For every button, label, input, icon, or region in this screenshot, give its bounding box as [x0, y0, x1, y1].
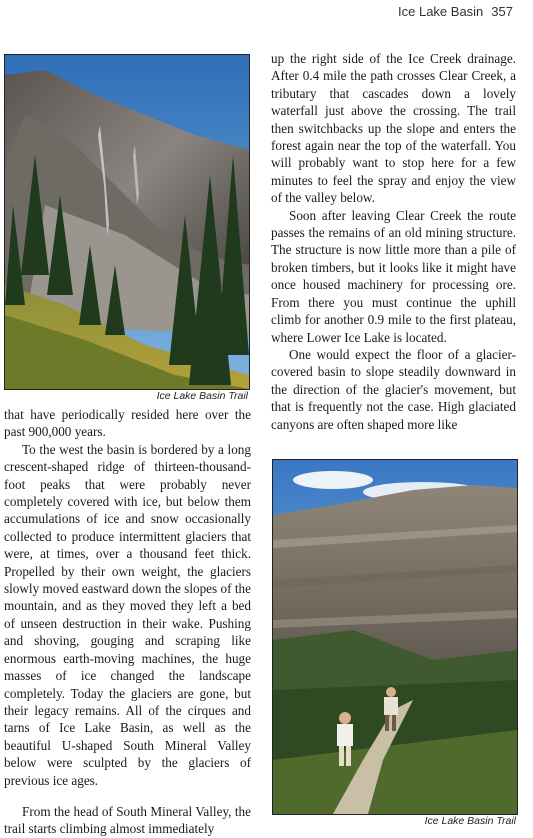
photo-ice-lake-basin-trail-1: [4, 54, 250, 390]
paragraph: From the head of South Mineral Valley, the trail starts climbing almost immediately: [4, 803, 251, 837]
left-column-text: [4, 406, 251, 838]
hikers-trail-image: [273, 460, 517, 814]
chapter-title: Ice Lake Basin: [398, 4, 484, 19]
page-number: 357: [491, 4, 513, 19]
right-column-text: [271, 50, 516, 433]
paragraph: To the west the basin is bordered by a long crescent-shaped ridge of thirteen-thousand-foot peaks that were probably never completely covered with ice, but below them accumulations of ice and snow occasionally collected to produce intermittent glaciers that were, at times, over a thousand feet thick. Propelled by their own weight, the glaciers slowly moved eastward down the slopes of the mountain, and as they moved they left a bed of unseen destruction in their wake. Pushing and shoving, gouging and scraping like enormous earth-moving machines, the huge masses of ice changed the landscape completely. Today the glaciers are gone, but their legacy remains. All of the cirques and tarns of Ice Lake Basin, as well as the beautiful U-shaped South Mineral Valley below were sculpted by the glaciers of previous ice ages.: [4, 441, 251, 788]
photo-caption-1: Ice Lake Basin Trail: [156, 390, 248, 402]
running-header: [398, 4, 513, 19]
mountain-waterfall-image: [5, 55, 249, 389]
photo-ice-lake-basin-trail-2: [272, 459, 518, 815]
paragraph: One would expect the floor of a glacier-covered basin to slope steadily downward in the direction of the glacier's movement, but that is frequently not the case. High glaciated canyons are often shaped more like: [271, 346, 516, 432]
paragraph: Soon after leaving Clear Creek the route passes the remains of an old mining structure. The structure is now little more than a pile of broken timbers, but it looks like it might have once housed machinery for processing ore. From there you must continue the uphill climb for another 0.9 mile to the first plateau, where Lower Ice Lake is located.: [271, 207, 516, 345]
paragraph: that have periodically resided here over the past 900,000 years.: [4, 407, 251, 440]
photo-caption-2: Ice Lake Basin Trail: [424, 815, 516, 827]
paragraph: up the right side of the Ice Creek drainage. After 0.4 mile the path crosses Clear Creek, a tributary that cascades down a lovely waterfall just above the crossing. The trail then switchbacks up the slope and enters the forest again near the top of the waterfall. You will probably want to stop here for a few minutes to feel the spray and enjoy the view of the valley below.: [271, 51, 516, 206]
